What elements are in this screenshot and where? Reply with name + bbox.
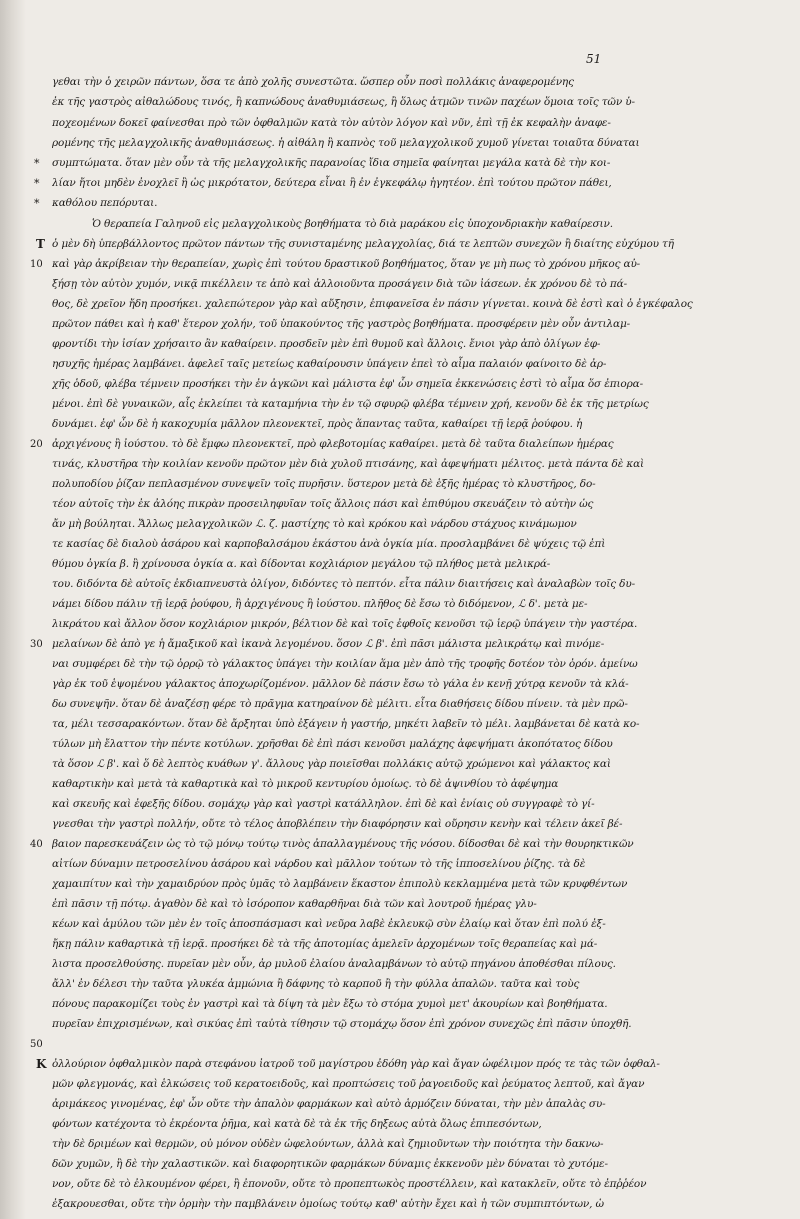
text-line: πρῶτον πάθει καὶ ἡ καθ' ἕτερον χολήν, τοῦ ὑπακούντος τῆς γαστρὸς βοηθήματα. προσφέρειν μὲν οὖν ἀντιλαμ- bbox=[52, 318, 631, 330]
text-line: 10 καὶ γὰρ ἀκρίβειαν τὴν θεραπείαν, χωρὶς ἐπὶ τούτου δραστικοῦ βοηθήματος, ὅταν γε μὴ πως τὸ χρόνου μῆκος αὐ- bbox=[0, 254, 800, 275]
text-line: ἄν μὴ βούληται. Ἄλλως μελαγχολικῶν ℒ. ζ. μαστίχης τὸ καὶ κρόκου καὶ νάρδου στάχυος κινάμωμον bbox=[52, 518, 577, 530]
text-line: ἐκ τῆς γαστρὸς αἰθαλώδους τινός, ἢ καπνώδους ἀναθυμιάσεως, ἢ ὅλως ἀτμῶν τινῶν παχέων ὅμοια τοῖς τῶν ὑ- bbox=[52, 96, 635, 108]
text-line: T ὁ μὲν δὴ ὑπερβάλλοντος πρῶτον πάντων τῆς συνισταμένης μελαγχολίας, διά τε λεπτῶν συνεχῶν ἢ διαίτης εὐχύμου τῆ bbox=[0, 234, 800, 255]
line-number: 40 bbox=[30, 839, 43, 850]
text-line: 30 μελαίνων δὲ ἀπὸ γε ἡ ἄμαξικοῦ καὶ ἰκανὰ λεγομένου. ὅσον ℒ β'. ἐπὶ πᾶσι μάλιστα μελικράτῳ καὶ πινόμε- bbox=[0, 634, 800, 655]
text-line: πόνους παρακομίζει τοὺς ἐν γαστρὶ καὶ τὰ δίψη τὰ μὲν ἔξω τὸ στόμα χυμοὶ μετ' ἀκουρίων καὶ βοηθήματα. bbox=[52, 998, 608, 1010]
text-line: του. διδόντα δὲ αὐτοῖς ἐκδιαπνευστὰ ὀλίγον, διδόντες τὸ πεπτόν. εἶτα πάλιν διαιτήσεις καὶ ἀναλαβὼν τοῖς δυ- bbox=[52, 578, 635, 590]
text-line: ἤκῃ πάλιν καθαρτικὰ τῇ ἱερᾷ. προσήκει δὲ τὰ τῆς ἀποτομίας ἀμελεῖν ἀρχομένων τοῖς θεραπείας καὶ μά- bbox=[52, 938, 598, 950]
text-line: ρομένης τῆς μελαγχολικῆς ἀναθυμιάσεως. ἡ αἰθάλη ἢ καπνὸς τοῦ μελαγχολικοῦ χυμοῦ γίνεται τοιαῦτα δύναται bbox=[52, 137, 640, 149]
text-line: * καθόλου πεπόρυται. bbox=[0, 193, 800, 214]
text-line: ἀριμάκεος γινομένας, ἐφ' ὧν οὔτε τὴν ἀπαλὸν φαρμάκων καὶ αὐτὸ ἁρμόζειν δύναται, τὴν μὲν ἀπαλὰς συ- bbox=[52, 1098, 606, 1110]
text-line: γὰρ ἐκ τοῦ ἑψομένου γάλακτος ἀποχωρίζομένον. μᾶλλον δὲ πάσιν ἔσω τὸ γάλα ἐν κενῇ χύτρᾳ κενοῦν τὰ κλά- bbox=[52, 678, 629, 690]
marginal-asterisk: * bbox=[34, 157, 40, 170]
line-number: 50 bbox=[30, 1039, 43, 1050]
section-heading: Ὁ θεραπεία Γαληνοῦ εἰς μελαγχολικοὺς βοηθήματα τὸ διὰ μαράκου εἰς ὑποχονδριακὴν καθαίρεσιν. bbox=[92, 218, 613, 230]
text-line: θος, δὲ χρεῖον ἤδη προσήκει. χαλεπώτερον γὰρ καὶ αὔξησιν, ἐπιφανεῖσα ἐν πάσιν γίγνεται. κοινὰ δὲ ἐστὶ καὶ ὁ ἐγκέφαλος bbox=[52, 298, 693, 310]
text-line: γνεσθαι τὴν γαστρὶ πολλήν, οὔτε τὸ τέλος ἀποβλέπειν τὴν διαφόρησιν καὶ οὔρησιν κενὴν καὶ τέλειν ἀκεῖ βέ- bbox=[52, 818, 623, 830]
text-line: δυνάμει. ἐφ' ὧν δὲ ἡ κακοχυμία μᾶλλον πλεονεκτεῖ, πρὸς ἅπαντας ταῦτα, καθαίρει τῇ ἱερᾷ ῥούφου. ἡ bbox=[52, 418, 583, 430]
marginal-asterisk: * bbox=[34, 177, 40, 190]
text-line: αἰτίων δύναμιν πετροσελίνου ἀσάρου καὶ νάρδου καὶ μᾶλλον τούτων τὸ τῆς ἱπποσελίνου ῥίζης. τὰ δὲ bbox=[52, 858, 586, 870]
text-line: 20 ἀρχιγένους ἢ ἰούστου. τὸ δὲ ἔμφω πλεονεκτεῖ, πρὸ φλεβοτομίας καθαίρει. μετὰ δὲ ταῦτα διαλείπων ἡμέρας bbox=[0, 434, 800, 455]
initial-letter: T bbox=[36, 237, 45, 251]
text-line: ναι συμφέρει δὲ τὴν τῷ ὀρρῷ τὸ γάλακτος ὑπάγει τὴν κοιλίαν ἅμα μὲν ἀπὸ τῆς τροφῆς δοτέον τὸν ὀρόν. ἀμείνω bbox=[52, 658, 638, 670]
text-line: ποχεομένων δοκεῖ φαίνεσθαι πρὸ τῶν ὀφθαλμῶν κατὰ τὸν αὐτὸν λόγον καὶ νῦν, ἐπὶ τῇ ἐκ κεφαλὴν ἀναφε- bbox=[52, 117, 611, 129]
text-line: καὶ σκευῆς καὶ ἐφεξῆς δίδου. σομάχῳ γὰρ καὶ γαστρὶ κατάλληλον. ἐπὶ δὲ καὶ ἐνίαις οὐ συγγραφὲ τὸ γί- bbox=[52, 798, 595, 810]
text-line bbox=[0, 1034, 800, 1055]
text-line: ἐξακρουεσθαι, οὔτε τὴν ὁρμὴν τὴν παμβλάνειν ὁμοίως τούτῳ καθ' αὐτὴν ἔχει καὶ ἡ τῶν συμπιπτόντων, ὡ bbox=[52, 1198, 604, 1210]
text-line: τὰ ὅσον ℒ β'. καὶ ὅ δὲ λεπτὸς κυάθων γ'. ἄλλους γὰρ ποιεῖσθαι πολλάκις αὐτῷ χρώμενοι καὶ γάλακτος καὶ bbox=[52, 758, 611, 770]
text-line: χαμαιπίτυν καὶ τὴν χαμαιδρύον πρὸς ὑμᾶς τὸ λαμβάνειν ἕκαστον ἐπιπολὺ κεκλαμμένα μετὰ τῶν κρυφθέντων bbox=[52, 878, 628, 890]
text-line: πολυποδίου ῥίζαν πεπλασμένον συνεψεῖν τοῖς πυρῆσιν. ὕστερον μετὰ δὲ ἑξῆς ἡμέρας τὸ κλυστῆρος, δο- bbox=[52, 478, 596, 490]
text-line: κέων καὶ ἀμύλου τῶν μὲν ἐν τοῖς ἀποσπάσμασι καὶ νεῦρα λαβὲ ἐκλευκῷ σὺν ἐλαίῳ καὶ ὅταν ἐπὶ πολύ ἐξ- bbox=[52, 918, 606, 930]
text-line: πυρεῖαν ἐπιχρισμένων, καὶ σικύας ἐπὶ ταὐτὰ τίθησιν τῷ στομάχῳ ὅσον ἐπὶ χρόνον συνεχῶς ἐπὶ πᾶσιν ὑποχθῆ. bbox=[52, 1018, 632, 1030]
text-line: λιστα προσελθούσης. πυρεῖαν μὲν οὖν, ἀρ μυλοῦ ἐλαίου ἀναλαμβάνων τὸ αὐτῷ πηγάνου ἀποθέσθαι πίλους. bbox=[52, 958, 616, 970]
text-line: μένοι. ἐπὶ δὲ γυναικῶν, αἷς ἐκλείπει τὰ καταμήνια τὴν ἐν τῷ σφυρῷ φλέβα τέμνειν χρή, κενοῦν δὲ ἐκ τῆς μετρίως bbox=[52, 398, 649, 410]
text-line: ξήσῃ τὸν αὐτὸν χυμόν, νικᾷ πικέλλειν τε ἀπὸ καὶ ἀλλοιοῦντα προσάγειν διὰ τῶν ἰάσεων. ἐκ χρόνου δὲ τὸ πά- bbox=[52, 278, 627, 290]
text-line: 40 βαιον παρεσκευάζειν ὡς τὸ τῷ μόνῳ τούτῳ τινὸς ἀπαλλαγμένους τῆς νόσου. δίδοσθαι δὲ καὶ τὴν θουρηκτικῶν bbox=[0, 834, 800, 855]
text-line: λικράτου καὶ ἄλλον ὅσον κοχλιάριον μικρόν, βέλτιον δὲ καὶ τοῖς ἐφθοῖς κενοῦσι τῷ ἱερῷ ὑπάγειν τὴν γαστέρα. bbox=[52, 618, 638, 630]
text-line: μῶν φλεγμονάς, καὶ ἑλκώσεις τοῦ κερατοειδοῦς, καὶ προπτώσεις τοῦ ῥαγοειδοῦς καὶ ῥεύματος λεπτοῦ, καὶ ἄγαν bbox=[52, 1078, 645, 1090]
text-line: δῶν χυμῶν, ἢ δὲ τὴν χαλαστικῶν. καὶ διαφορητικῶν φαρμάκων δύναμις ἐκκενοῦν μὲν δύναται τὸ χυτόμε- bbox=[52, 1158, 608, 1170]
text-line: τὴν δὲ δριμέων καὶ θερμῶν, οὐ μόνον οὐδὲν ὠφελούντων, ἀλλὰ καὶ ζημιοῦντων τὴν ποιότητα τὴν δακνω- bbox=[52, 1138, 604, 1150]
initial-letter: K bbox=[36, 1057, 47, 1071]
page-number: 51 bbox=[586, 52, 602, 66]
text-line: τέον αὐτοῖς τὴν ἐκ ἀλόης πικρὰν προσειληφυῖαν τοῖς ἄλλοις πάσι καὶ ἐπιθύμου σκευάζειν τὸ αὐτὴν ὡς bbox=[52, 498, 594, 510]
line-number: 10 bbox=[30, 259, 43, 270]
text-line: τα, μέλι τεσσαρακόντων. ὅταν δὲ ἄρξηται ὑπὸ ἐξάγειν ἡ γαστήρ, μηκέτι λαβεῖν τὸ μέλι. λαμβάνεται δὲ κατὰ κο- bbox=[52, 718, 640, 730]
text-line: ησυχῆς ἡμέρας λαμβάνει. ἀφελεῖ ταῖς μετείως καθαίρουσιν ὑπάγειν ἐπεὶ τὸ αἷμα παλαιόν φαίνοιτο δὲ ἀρ- bbox=[52, 358, 607, 370]
text-line: * λίαν ἤτοι μηδὲν ἐνοχλεῖ ἢ ὡς μικρότατον, δεύτερα εἶναι ἢ ἐν ἐγκεφάλῳ ἡγητέον. ἐπὶ τούτου πρῶτον πάθει, bbox=[0, 173, 800, 194]
text-line: τε κασίας δὲ διαλοὺ ἀσάρου καὶ καρποβαλσάμου ἑκάστου ἀνὰ ὀγκία μία. προσλαμβάνει δὲ ψύχεις τῷ ἐπὶ bbox=[52, 538, 606, 550]
text-line: ἄλλ' ἐν δέλεσι τὴν ταῦτα γλυκέα ἀμμώνια ἢ δάφνης τὸ καρποῦ ἢ τὴν φύλλα ἀπαλῶν. ταῦτα καὶ τοὺς bbox=[52, 978, 580, 990]
text-line: θύμου ὀγκία β. ἢ χρίνουσα ὀγκία α. καὶ δίδονται κοχλιάριον μεγάλου τῷ πλήθος μετὰ μελικρά- bbox=[52, 558, 551, 570]
text-line: ἐπὶ πᾶσιν τῇ πότῳ. ἀγαθὸν δὲ καὶ τὸ ἰσόροπον καθαρθῆναι διὰ τῶν καὶ λουτροῦ ἡμέρας γλυ- bbox=[52, 898, 537, 910]
text-line: φόντων κατέχοντα τὸ ἐκρέοντα ῥῆμα, καὶ κατὰ δὲ τὰ ἐκ τῆς δηξεως αὐτὰ ὄλως ἐπιπεσόντων, bbox=[52, 1118, 542, 1130]
text-line: K ὀλλούριον ὀφθαλμικὸν παρὰ στεφάνου ἰατροῦ τοῦ μαγίστρου ἐδόθη γὰρ καὶ ἄγαν ὠφέλιμον πρός τε τὰς τῶν ὀφθαλ- bbox=[0, 1054, 800, 1075]
text-line: * συμπτώματα. ὅταν μὲν οὖν τὰ τῆς μελαγχολικῆς παρανοίας ἴδια σημεῖα φαίνηται μεγάλα κατὰ δὲ τὴν κοι- bbox=[0, 153, 800, 174]
text-line: νάμει δίδου πάλιν τῇ ἱερᾷ ῥούφου, ἢ ἀρχιγένους ἢ ἰούστου. πλῆθος δὲ ἔσω τὸ διδόμενον, ℒ δ'. μετὰ με- bbox=[52, 598, 588, 610]
text-line: γεθαι τὴν ὁ χειρῶν πάντων, ὅσα τε ἀπὸ χολῆς συνεστῶτα. ὥσπερ οὖν ποσὶ πολλάκις ἀναφερομένης bbox=[52, 76, 574, 88]
text-line: τύλων μὴ ἔλαττον τὴν πέντε κοτύλων. χρῆσθαι δὲ ἐπὶ πάσι κενοῦσι μαλάχης ἀφεψήματι ἀκοπότατος δίδου bbox=[52, 738, 613, 750]
marginal-asterisk: * bbox=[34, 197, 40, 210]
text-line: καθαρτικὴν καὶ μετὰ τὰ καθαρτικὰ καὶ τὸ μικροῦ κεντυρίου ὁμοίως. τὸ δὲ ἀψινθίου τὸ ἀφέψημα bbox=[52, 778, 559, 790]
text-line: χῆς ὁδοῦ, φλέβα τέμνειν προσήκει τὴν ἐν ἀγκῶνι καὶ μάλιστα ἐφ' ὧν σημεῖα ἐκκενώσεις ἐστὶ τὸ αἷμα ὅσ ἐπιορα- bbox=[52, 378, 643, 390]
line-number: 30 bbox=[30, 639, 43, 650]
text-line: τινάς, κλυστῆρα τὴν κοιλίαν κενοῦν πρῶτον μὲν διὰ χυλοῦ πτισάνης, καὶ ἀφεψήματι μέλιτος. μετὰ πάντα δὲ καὶ bbox=[52, 458, 645, 470]
text-line: φροντίδι τὴν ἰσίαν χρήσαιτο ἂν καθαίρειν. προσδεῖν μὲν ἐπὶ θυμοῦ καὶ ἄλλοις. ἔνιοι γὰρ ἀπὸ ὀλίγων ἐφ- bbox=[52, 338, 601, 350]
text-line: νον, οὔτε δὲ τὸ ἐλκουμένον φέρει, ἢ ἐπονοῦν, οὔτε τὸ προπεπτωκὸς προστέλλειν, καὶ κατακλεῖν, οὔτε τὸ ἐπῤῥέον bbox=[52, 1178, 647, 1190]
line-number: 20 bbox=[30, 439, 43, 450]
text-line: δω συνεψῆν. ὅταν δὲ ἀναζέσῃ φέρε τὸ πρᾶγμα κατηραίνον δὲ μέλιτι. εἶτα διαθήσεις δίδου πίνειν. τὰ μὲν πρῶ- bbox=[52, 698, 628, 710]
